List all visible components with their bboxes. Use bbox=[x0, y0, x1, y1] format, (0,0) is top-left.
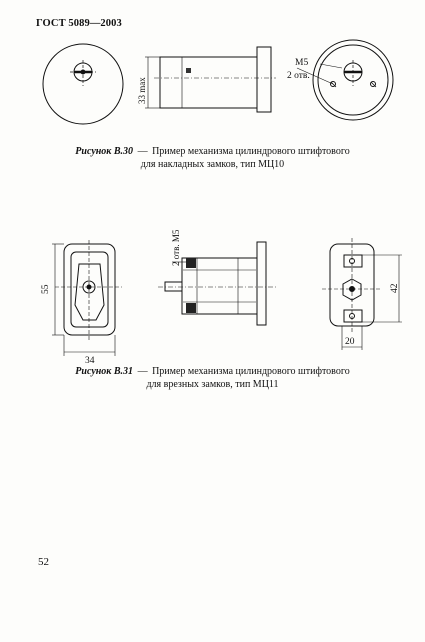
fig31-label-2otv-m5: 2 отв. М5 bbox=[171, 229, 181, 266]
fig30-label-m5: М5 bbox=[295, 58, 309, 68]
page-number: 52 bbox=[38, 556, 49, 568]
fig31-caption-dash: — bbox=[137, 366, 148, 377]
fig31-front-view bbox=[52, 240, 122, 356]
fig30-dim-33max: 33 max bbox=[137, 77, 147, 104]
fig30-caption-dash: — bbox=[137, 146, 148, 157]
fig31-dim-20: 20 bbox=[345, 337, 355, 347]
fig31-caption-line1: Пример механизма цилиндрового штифтового bbox=[152, 366, 350, 377]
fig30-caption-label: Рисунок В.30 bbox=[75, 146, 134, 157]
fig30-caption-line2: для накладных замков, тип МЦ10 bbox=[140, 158, 285, 170]
fig31-caption bbox=[0, 366, 425, 391]
fig31-rear-view bbox=[322, 238, 402, 350]
fig31-caption-line2: для врезных замков, тип МЦ11 bbox=[146, 378, 279, 390]
standard-header: ГОСТ 5089—2003 bbox=[36, 18, 122, 29]
fig30-label-2otv: 2 отв. bbox=[287, 71, 310, 81]
fig31-dim-34: 34 bbox=[85, 356, 95, 366]
fig31-dim-55: 55 bbox=[41, 284, 51, 294]
fig31-dim-42: 42 bbox=[390, 283, 400, 293]
fig30-caption-line1: Пример механизма цилиндрового штифтового bbox=[152, 146, 350, 157]
fig31-caption-label: Рисунок В.31 bbox=[75, 366, 134, 377]
